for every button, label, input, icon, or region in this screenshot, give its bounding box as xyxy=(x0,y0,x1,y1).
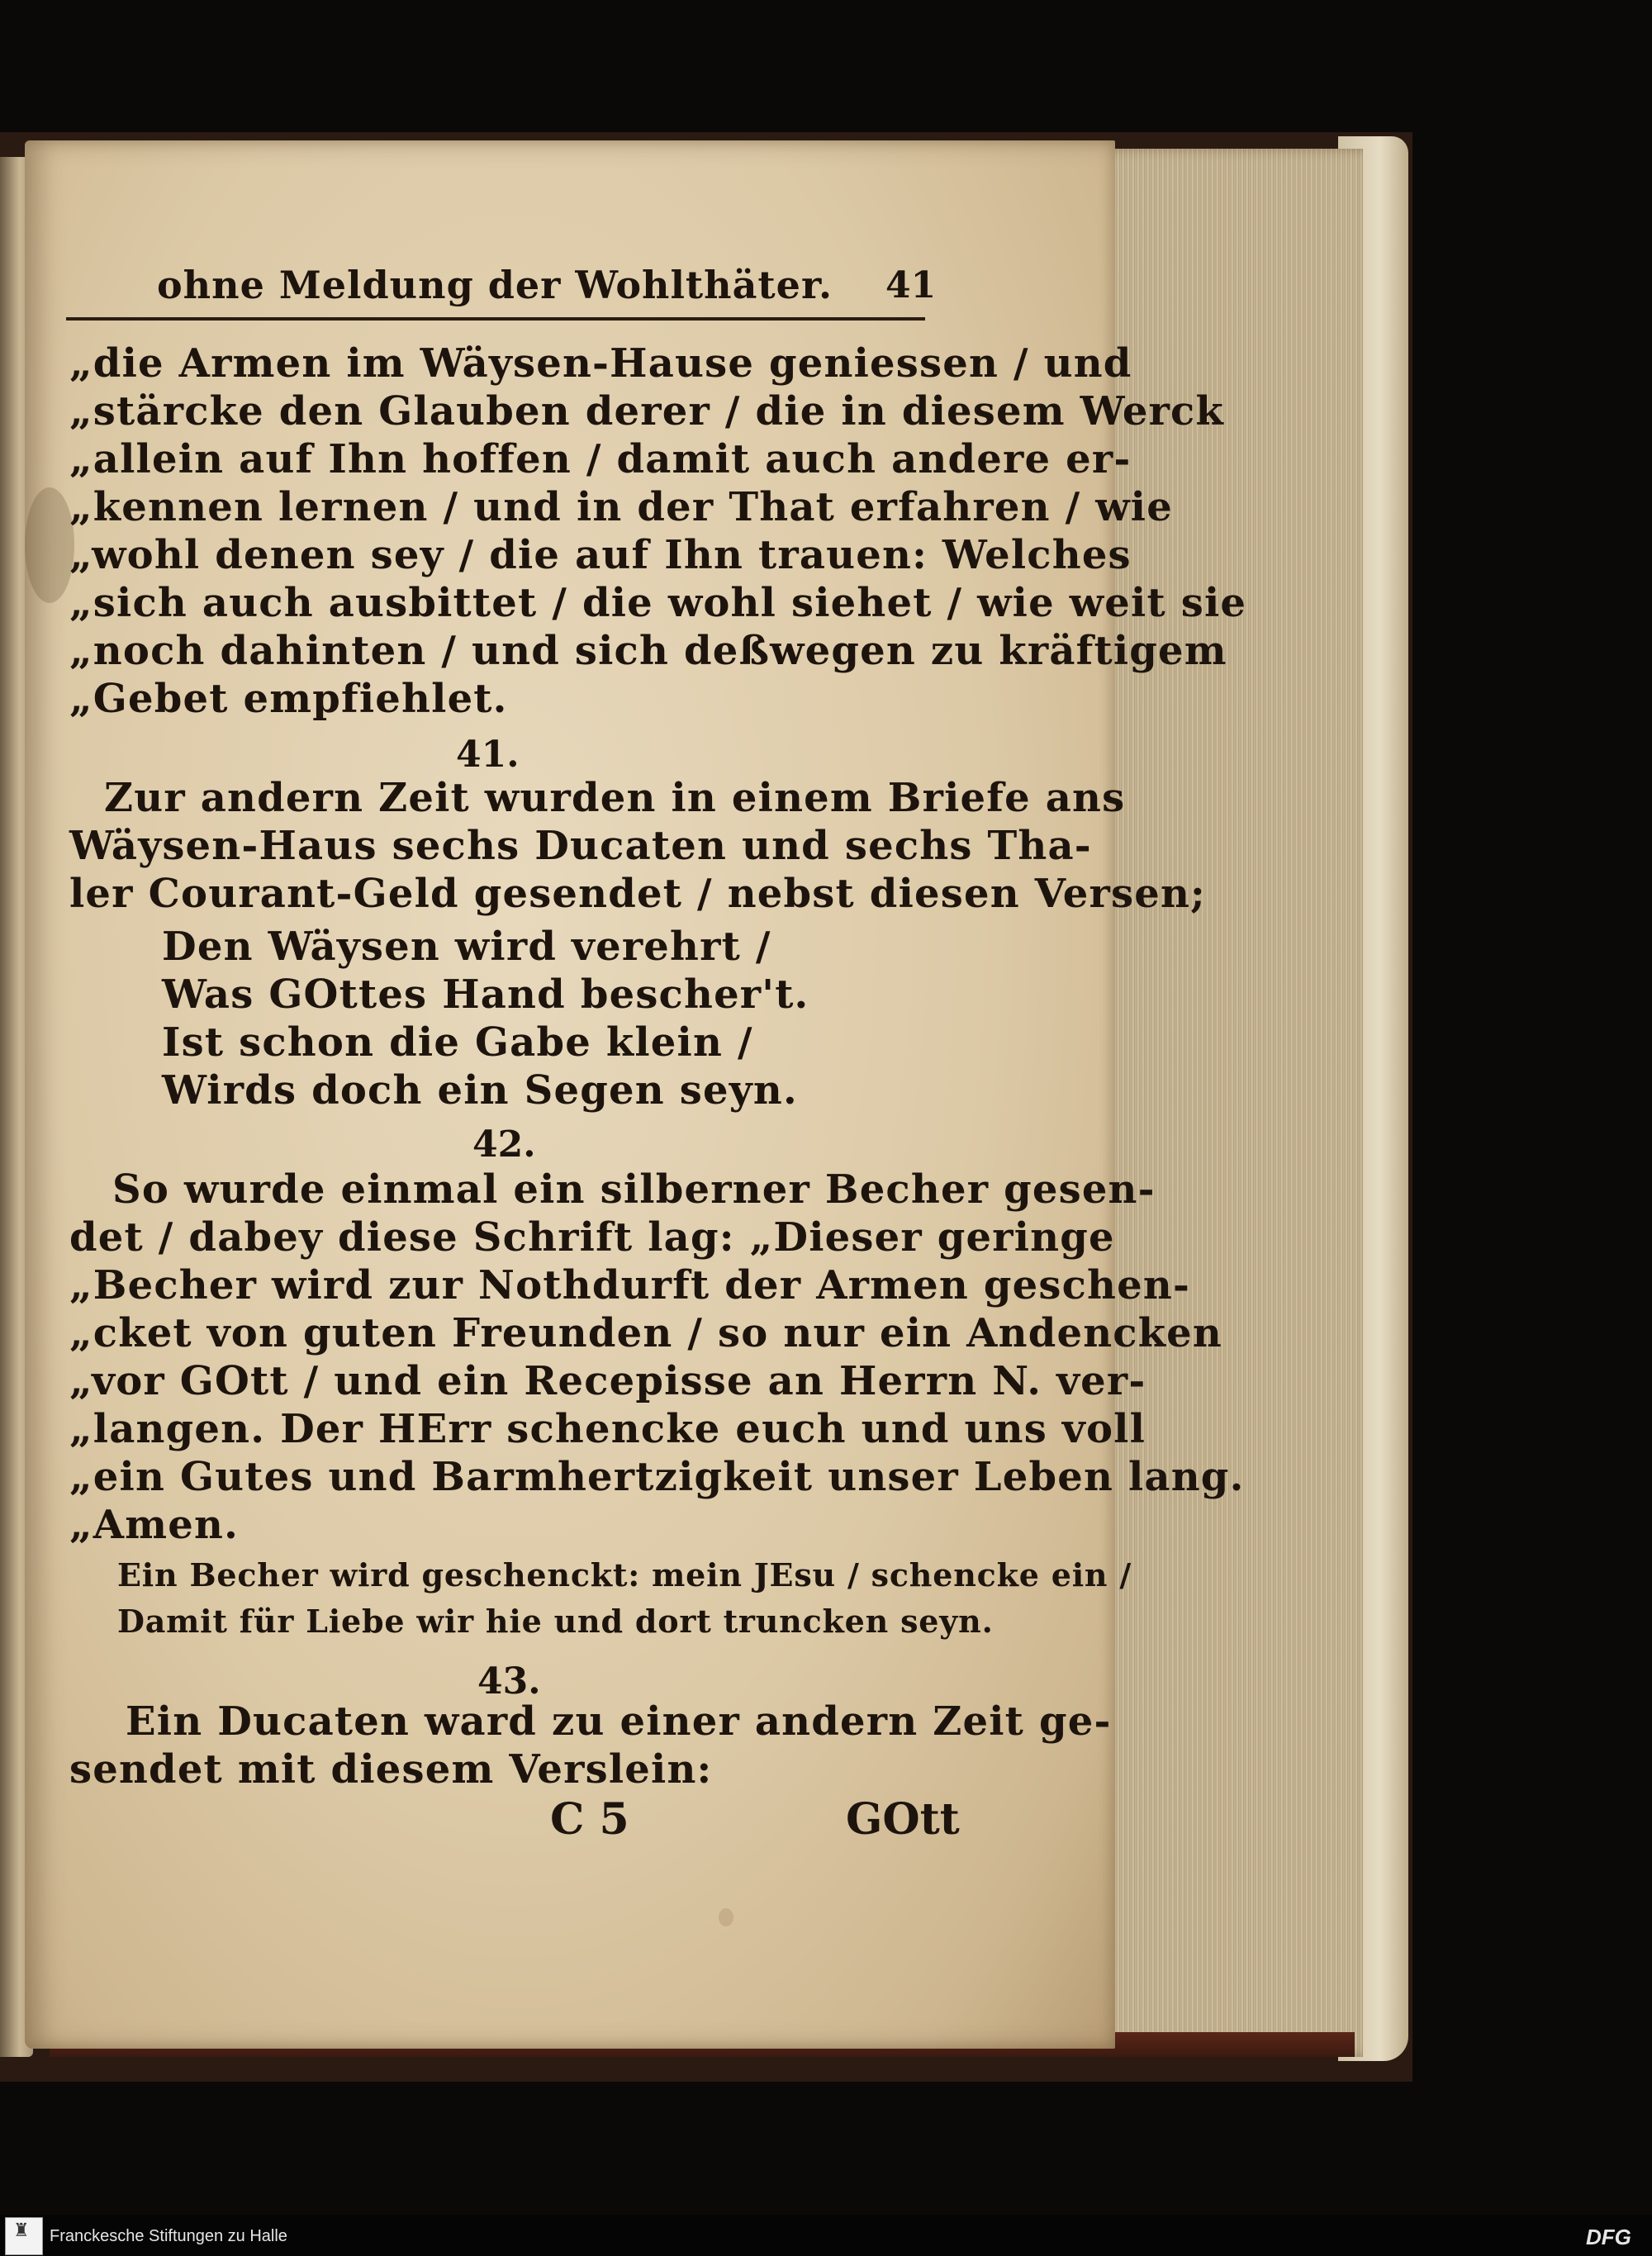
text-line: „Becher wird zur Nothdurft der Armen geschen- xyxy=(69,1262,1191,1308)
header-rule xyxy=(66,317,925,321)
text-line: „Amen. xyxy=(69,1502,239,1548)
section-number: 42. xyxy=(472,1123,536,1166)
text-line: „noch dahinten / und sich deßwegen zu kräftigem xyxy=(69,628,1227,674)
section-number: 43. xyxy=(477,1660,541,1703)
text-line: „wohl denen sey / die auf Ihn trauen: Welches xyxy=(69,532,1132,578)
text-line: ler Courant-Geld gesendet / nebst diesen Versen; xyxy=(69,871,1206,917)
verse-line: Was GOttes Hand bescher't. xyxy=(162,971,809,1018)
text-line: „stärcke den Glauben derer / die in diesem Werck xyxy=(69,388,1224,435)
dfg-logo: DFG xyxy=(1586,2225,1631,2249)
verse-line: Den Wäysen wird verehrt / xyxy=(162,924,771,970)
text-line: sendet mit diesem Verslein: xyxy=(69,1746,713,1793)
page-number: 41 xyxy=(885,264,937,306)
text-line: det / dabey diese Schrift lag: „Dieser geringe xyxy=(69,1214,1115,1261)
text-line: So wurde einmal ein silberner Becher gesen- xyxy=(112,1166,1156,1213)
text-line: „Gebet empfiehlet. xyxy=(69,676,508,722)
text-line: „cket von guten Freunden / so nur ein Andencken xyxy=(69,1310,1223,1356)
text-line: „allein auf Ihn hoffen / damit auch andere er- xyxy=(69,436,1132,482)
text-line: Zur andern Zeit wurden in einem Briefe ans xyxy=(104,775,1126,821)
running-head: ohne Meldung der Wohlthäter. xyxy=(157,263,833,307)
verse-line: Ist schon die Gabe klein / xyxy=(162,1019,753,1066)
signature-mark: C 5 xyxy=(550,1794,629,1845)
page-stain xyxy=(25,487,74,603)
small-verse-line: Ein Becher wird geschenckt: mein JEsu / schencke ein / xyxy=(117,1556,1132,1593)
text-line: Ein Ducaten ward zu einer andern Zeit ge- xyxy=(126,1698,1112,1745)
page-fore-edge xyxy=(1090,149,1363,2057)
small-verse-line: Damit für Liebe wir hie und dort truncken seyn. xyxy=(117,1603,994,1640)
text-line: Wäysen-Haus sechs Ducaten und sechs Tha- xyxy=(69,823,1092,869)
text-line: „langen. Der HErr schencke euch und uns voll xyxy=(69,1406,1146,1452)
text-line: „sich auch ausbittet / die wohl siehet / wie weit sie xyxy=(69,580,1247,626)
page-stain xyxy=(719,1908,733,1926)
section-number: 41. xyxy=(456,734,520,776)
text-line: „ein Gutes und Barmhertzigkeit unser Leben lang. xyxy=(69,1454,1245,1500)
text-line: „die Armen im Wäysen-Hause geniessen / und xyxy=(69,340,1132,387)
logo-glyph: ♜ xyxy=(13,2220,30,2241)
text-line: „vor GOtt / und ein Recepisse an Herrn N. ver- xyxy=(69,1358,1146,1404)
catchword: GOtt xyxy=(846,1794,960,1845)
text-line: „kennen lernen / und in der That erfahren / wie xyxy=(69,484,1173,530)
institution-name: Franckesche Stiftungen zu Halle xyxy=(50,2227,287,2245)
verse-line: Wirds doch ein Segen seyn. xyxy=(162,1067,798,1114)
